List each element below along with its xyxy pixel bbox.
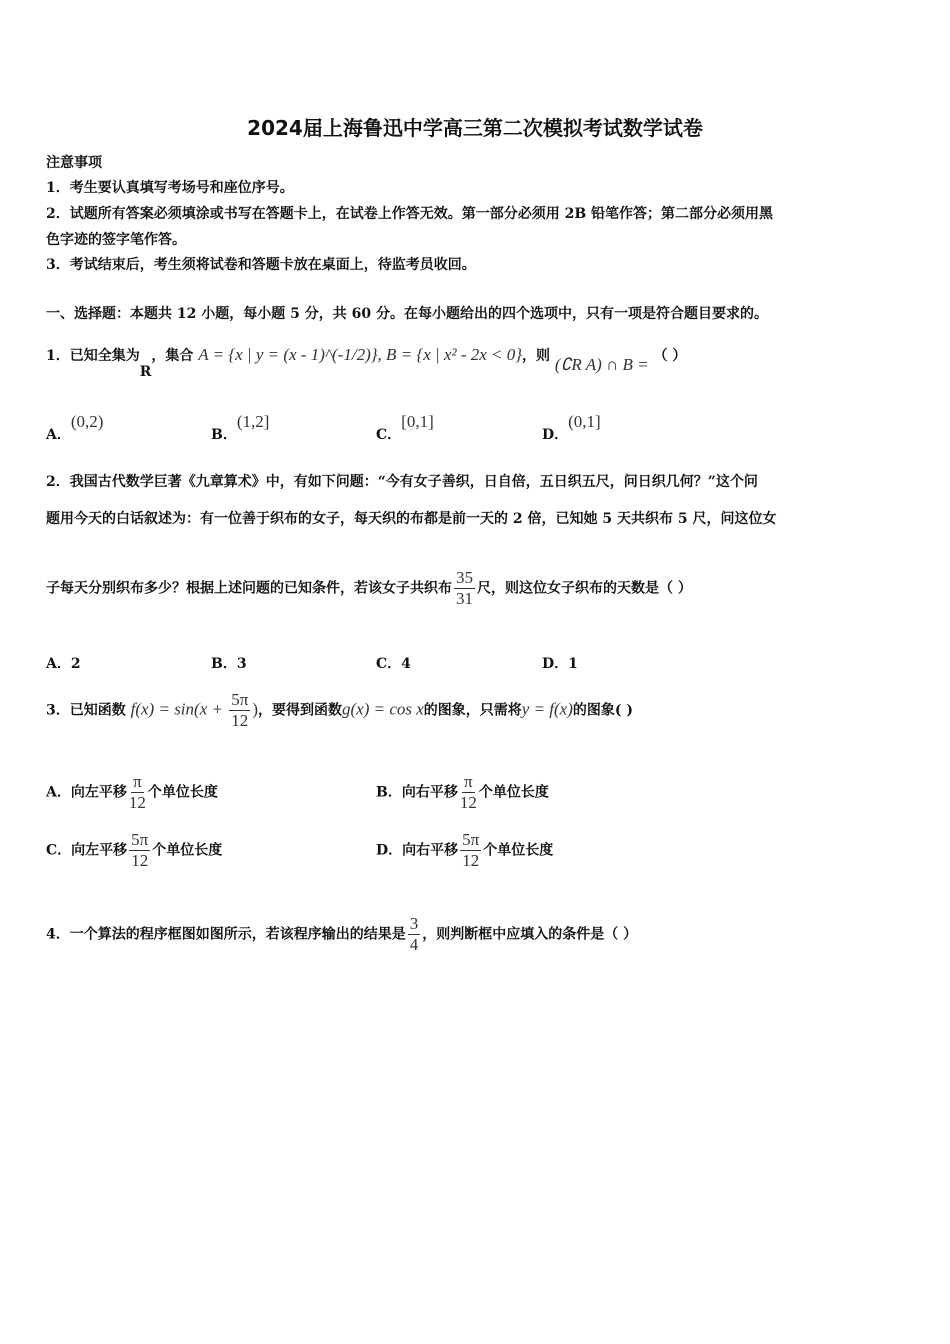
notice-item: 3．考试结束后，考生须将试卷和答题卡放在桌面上，待监考员收回。 (46, 257, 476, 273)
notice-item: 2．试题所有答案必须填涂或书写在答题卡上，在试卷上作答无效。第一部分必须用 2B 铅笔作答；第二部分必须用黑 (46, 206, 774, 222)
section-heading: 一、选择题：本题共 12 小题，每小题 5 分，共 60 分。在每小题给出的四个选项中，只有一项是符合题目要求的。 (46, 306, 768, 322)
q3-option-b: B．向右平移 $\frac{\pi}{12}$ 个单位长度 (376, 772, 549, 812)
q1-expression: (∁R A) ∩ B = (554, 355, 649, 374)
q2-fraction: $\frac{35}{31}$ (456, 568, 473, 608)
q2-option-d: D．1 (542, 656, 578, 672)
question-1 (46, 345, 687, 380)
q2-line-2: 题用今天的白话叙述为：有一位善于织布的女子，每天织的布都是前一天的 2 倍，已知她 5 天共织布 5 尺，问这位女 (46, 511, 777, 527)
q1-mid: ，集合 (151, 348, 194, 364)
notice-heading: 注意事项 (46, 155, 102, 171)
q1-sets: A = {x | y = (x - 1)^(-1/2)}, B = {x | x² - 2x < 0} (198, 345, 523, 364)
q1-universal-set: R (139, 364, 152, 380)
q2-option-b: B．3 (211, 656, 247, 672)
q1-then: ，则 (522, 348, 551, 364)
notice-item: 1．考生要认真填写考场号和座位序号。 (46, 180, 294, 196)
q3-option-a: A．向左平移 $\frac{\pi}{12}$ 个单位长度 (46, 772, 218, 812)
q2-option-c: C．4 (376, 656, 411, 672)
page-title: 2024届上海鲁迅中学高三第二次模拟考试数学试卷 (247, 116, 703, 140)
q1-option-d: D．(0,1] (542, 412, 601, 443)
q1-prefix: 1．已知全集为 (46, 348, 140, 364)
question-3: 3．已知函数 f(x) = sin(x + $\frac{5\pi}{12}$ )，要得到函数g(x) = cos x的图象，只需将y = f(x)的图象( ) (46, 690, 634, 730)
q1-option-a: A．(0,2) (46, 412, 104, 443)
q3-option-d: D．向右平移 $\frac{5\pi}{12}$ 个单位长度 (376, 830, 554, 870)
q2-line-1: 2．我国古代数学巨著《九章算术》中，有如下问题：“今有女子善织，日自倍，五日织五尺，问日织几何？”这个问 (46, 474, 758, 490)
q1-option-b: B．(1,2] (211, 412, 270, 443)
q1-option-c: C．[0,1] (376, 412, 434, 443)
q2-line-3: 子每天分别织布多少？根据上述问题的已知条件，若该女子共织布 $\frac{35}{31}$ 尺，则这位女子织布的天数是（ ） (46, 568, 692, 608)
q1-answer-paren: （ ） (653, 348, 687, 364)
q3-option-c: C．向左平移 $\frac{5\pi}{12}$ 个单位长度 (46, 830, 223, 870)
question-4: 4．一个算法的程序框图如图所示，若该程序输出的结果是 $\frac{3}{4}$ ，则判断框中应填入的条件是（ ） (46, 914, 638, 954)
notice-item: 色字迹的签字笔作答。 (46, 232, 186, 248)
q2-option-a: A．2 (46, 656, 81, 672)
